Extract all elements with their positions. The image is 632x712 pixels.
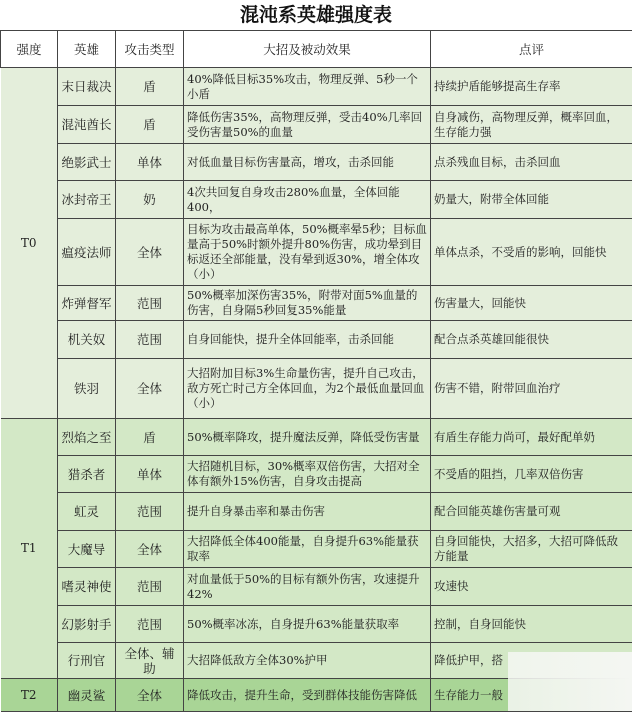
attack-type: 奶 [116, 181, 184, 219]
effect-text: 降低伤害35%，高物理反弹，受击40%几率回受伤害量50%的血量 [184, 106, 431, 144]
effect-text: 大招附加目标3%生命量伤害，提升自己攻击，敌方死亡时己方全体回血，为2个最低血量回血（小） [184, 359, 431, 419]
effect-text: 大招降低全体400能量，自身提升63%能量获取率 [184, 531, 431, 568]
hero-name: 嗜灵神使 [58, 568, 116, 606]
hero-name: 大魔导 [58, 531, 116, 568]
header-tier: 强度 [1, 31, 58, 68]
comment-text: 奶量大，附带全体回能 [431, 181, 632, 219]
comment-text: 伤害不错，附带回血治疗 [431, 359, 632, 419]
table-row [1, 359, 632, 419]
comment-text: 单体点杀，不受盾的影响，回能快 [431, 219, 632, 286]
comment-text: 不受盾的阻挡，几率双倍伤害 [431, 456, 632, 493]
hero-name: 烈焰之至 [58, 419, 116, 456]
hero-strength-table [0, 30, 632, 712]
attack-type: 范围 [116, 321, 184, 359]
attack-type: 盾 [116, 419, 184, 456]
table-row [1, 456, 632, 493]
comment-text: 有盾生存能力尚可，最好配单奶 [431, 419, 632, 456]
table-row [1, 68, 632, 106]
comment-text: 伤害量大，回能快 [431, 286, 632, 321]
comment-text: 点杀残血目标，击杀回血 [431, 144, 632, 181]
tier-cell: T1 [1, 419, 58, 679]
effect-text: 提升自身暴击率和暴击伤害 [184, 493, 431, 531]
table-title: 混沌系英雄强度表 [0, 0, 632, 30]
hero-name: 瘟疫法师 [58, 219, 116, 286]
table-row [1, 106, 632, 144]
comment-text: 配合回能英雄伤害量可观 [431, 493, 632, 531]
attack-type: 范围 [116, 568, 184, 606]
effect-text: 50%概率降攻，提升魔法反弹，降低受伤害量 [184, 419, 431, 456]
table-row [1, 568, 632, 606]
attack-type: 盾 [116, 68, 184, 106]
table-row [1, 321, 632, 359]
effect-text: 50%概率加深伤害35%，附带对面5%血量的伤害，自身隔5秒回复35%能量 [184, 286, 431, 321]
tier-cell: T2 [1, 679, 58, 712]
tier-cell: T0 [1, 68, 58, 419]
header-comment: 点评 [431, 31, 632, 68]
hero-name: 混沌酋长 [58, 106, 116, 144]
effect-text: 降低攻击，提升生命，受到群体技能伤害降低 [184, 679, 431, 712]
attack-type: 全体 [116, 531, 184, 568]
table-row [1, 144, 632, 181]
hero-name: 冰封帝王 [58, 181, 116, 219]
hero-name: 行刑官 [58, 643, 116, 679]
attack-type: 范围 [116, 606, 184, 643]
attack-type: 单体 [116, 456, 184, 493]
effect-text: 大招随机目标，30%概率双倍伤害，大招对全体有额外15%伤害，自身攻击提高 [184, 456, 431, 493]
header-effect: 大招及被动效果 [184, 31, 431, 68]
table-row [1, 181, 632, 219]
header-attack-type: 攻击类型 [116, 31, 184, 68]
attack-type: 范围 [116, 493, 184, 531]
attack-type: 范围 [116, 286, 184, 321]
effect-text: 50%概率冰冻，自身提升63%能量获取率 [184, 606, 431, 643]
header-hero: 英雄 [58, 31, 116, 68]
hero-name: 幻影射手 [58, 606, 116, 643]
effect-text: 对血量低于50%的目标有额外伤害，攻速提升42% [184, 568, 431, 606]
table-row [1, 493, 632, 531]
hero-name: 机关奴 [58, 321, 116, 359]
blur-overlay [508, 652, 632, 711]
attack-type: 全体 [116, 359, 184, 419]
table-row [1, 219, 632, 286]
attack-type: 全体 [116, 219, 184, 286]
effect-text: 目标为攻击最高单体，50%概率晕5秒；目标血量高于50%时额外提升80%伤害，成功晕到目标返还全部能量，没有晕到返30%，增全体攻（小） [184, 219, 431, 286]
hero-name: 虹灵 [58, 493, 116, 531]
header-row [1, 31, 632, 68]
effect-text: 大招降低敌方全体30%护甲 [184, 643, 431, 679]
attack-type: 单体 [116, 144, 184, 181]
comment-text: 配合点杀英雄回能很快 [431, 321, 632, 359]
effect-text: 4次共回复自身攻击280%血量，全体回能400， [184, 181, 431, 219]
attack-type: 盾 [116, 106, 184, 144]
comment-text: 生存能力一般 [431, 679, 632, 712]
comment-text: 持续护盾能够提高生存率 [431, 68, 632, 106]
effect-text: 自身回能快，提升全体回能率，击杀回能 [184, 321, 431, 359]
comment-text: 攻速快 [431, 568, 632, 606]
table-row [1, 419, 632, 456]
effect-text: 对低血量目标伤害量高，增攻，击杀回能 [184, 144, 431, 181]
hero-name: 末日裁决 [58, 68, 116, 106]
comment-text: 降低护甲，搭 [431, 643, 632, 679]
table-row [1, 606, 632, 643]
comment-text: 自身减伤，高物理反弹，概率回血，生存能力强 [431, 106, 632, 144]
table-row [1, 286, 632, 321]
hero-name: 猎杀者 [58, 456, 116, 493]
comment-text: 控制，自身回能快 [431, 606, 632, 643]
hero-name: 铁羽 [58, 359, 116, 419]
table-row [1, 531, 632, 568]
effect-text: 40%降低目标35%攻击，物理反弹、5秒一个小盾 [184, 68, 431, 106]
attack-type: 全体 [116, 679, 184, 712]
hero-name: 幽灵鲨 [58, 679, 116, 712]
attack-type: 全体、辅助 [116, 643, 184, 679]
hero-name: 炸弹督军 [58, 286, 116, 321]
comment-text: 自身回能快，大招多，大招可降低敌方能量 [431, 531, 632, 568]
hero-name: 绝影武士 [58, 144, 116, 181]
